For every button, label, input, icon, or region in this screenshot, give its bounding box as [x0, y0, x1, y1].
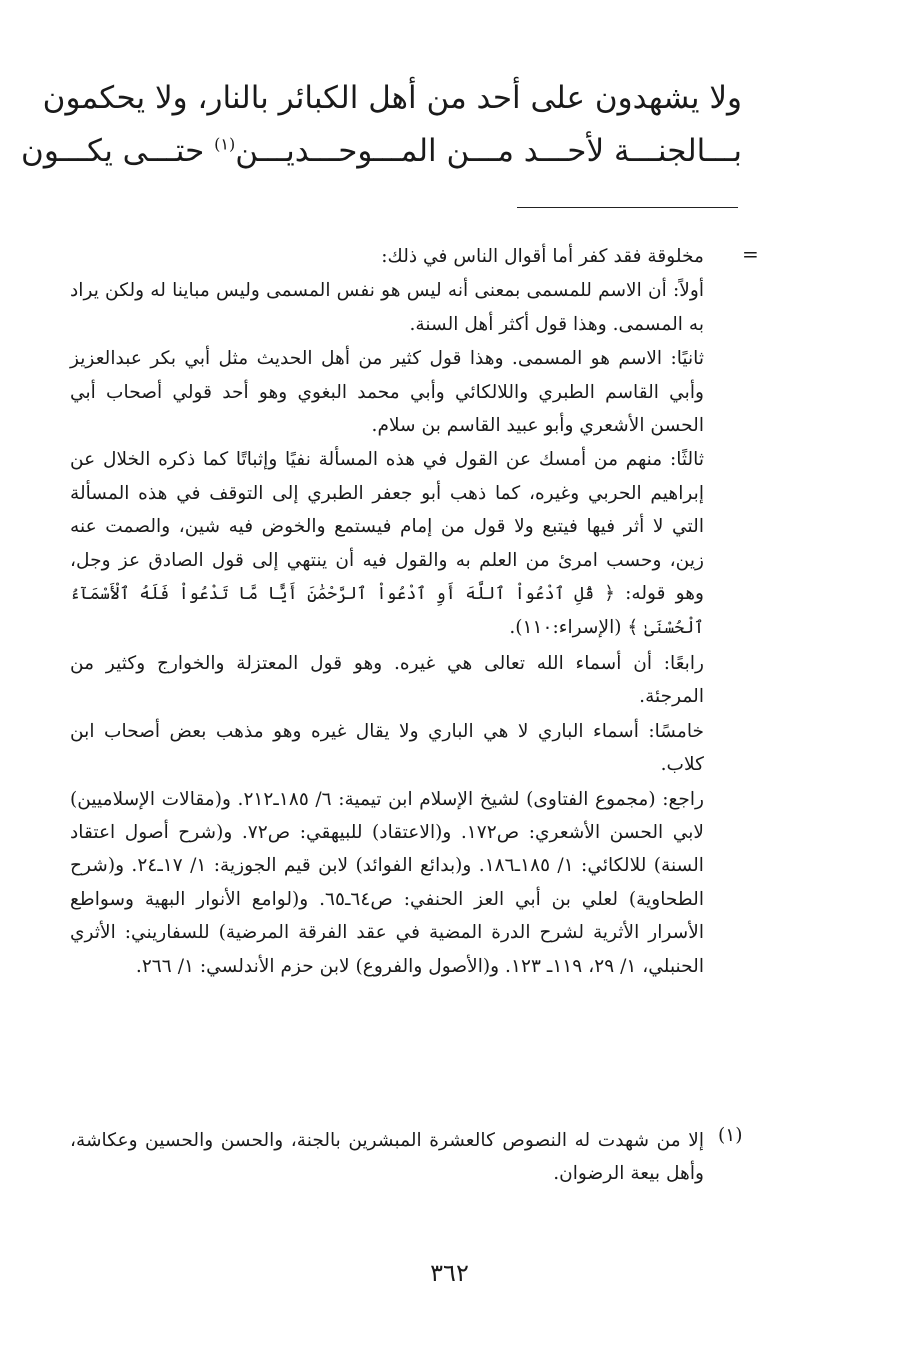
footnote-para-5: خامسًا: أسماء الباري لا هي الباري ولا يقال غيره وهو مذهب بعض أصحاب ابن كلاب. — [70, 720, 704, 776]
footnote-1-number: (١) — [718, 1125, 743, 1146]
footnote-intro: مخلوقة فقد كفر أما أقوال الناس في ذلك: — [381, 246, 704, 267]
footnote-para-6: راجع: (مجموع الفتاوى) لشيخ الإسلام ابن تيمية: ٦/ ١٨٥ـ٢١٢. و(مقالات الإسلاميين) لابي الحسن الأشعري: ص١٧٢. و(الاعتقاد) للبيهقي: ص٧٢. و(شرح أصول اعتقاد السنة) للالكائي: ١/ ١٨٥ـ١٨٦. و(بدائع الفوائد) لابن قيم الجوزية: ١/ ١٧ـ٢٤. و(شرح الطحاوية) لعلي بن أبي العز الحنفي: ص٦٤ـ٦٥. و(لوامع الأنوار البهية وسواطع الأسرار الأثرية لشرح الدرة المضية في عقد الفرقة المرضية) للسفاريني: الأثري الحنبلي، ١/ ٢٩، ١١٩ـ ١٢٣. و(الأصول والفروع) لابن حزم الأندلسي: ١/ ٢٦٦. — [70, 788, 704, 977]
footnote-para-3-text: ثالثًا: منهم من أمسك عن القول في هذه المسألة نفيًا وإثباتًا كما ذكره الخلال عن إبراهيم الحربي وغيره، كما ذهب أبو جعفر الطبري إلى التوقف في هذه المسألة التي لا أثر فيها فيتبع ولا قول من إمام فيستمع والخوض فيه شين، والصمت عنه زين، وحسب امرئ من العلم به والقول فيه أن ينتهي إلى قول الصادق عز وجل، وهو قوله: ﴿ — [70, 449, 705, 605]
footnote-para-4: رابعًا: أن أسماء الله تعالى هي غيره. وهو قول المعتزلة والخوارج وكثير من المرجئة. — [70, 652, 704, 708]
footnote-para-2: ثانيًا: الاسم هو المسمى. وهذا قول كثير من أهل الحديث مثل أبي بكر عبدالعزيز وأبي القاسم الطبري واللالكائي وأبي محمد البغوي وهو أحد قولي أصحاب أبي الحسن الأشعري وأبو عبيد القاسم بن سلام. — [70, 348, 704, 437]
quran-verse: قُلِ ٱدْعُواْ ٱللَّهَ أَوِ ٱدْعُواْ ٱلرَّحْمَٰنَ أَيًّا مَّا تَدْعُواْ فَلَهُ ٱلْأَسْمَآءُ ٱلْحُسْنَىٰ — [70, 584, 704, 639]
quran-reference: ﴾ (الإسراء:١١٠). — [509, 617, 639, 639]
main-text-line-2 — [21, 131, 742, 171]
footnote-1-text: إلا من شهدت له النصوص كالعشرة المبشرين بالجنة، والحسن والحسين وعكاشة، وأهل بيعة الرضوان. — [70, 1130, 704, 1185]
main-text-line-2-start: بـــالجنـــة لأحـــد مـــن المـــوحـــديـــن — [235, 133, 742, 169]
footnote-para-3 — [70, 443, 704, 645]
footnote-ref-marker: (١) — [214, 134, 236, 154]
footnote-separator — [517, 207, 738, 208]
main-text-line-1: ولا يشهدون على أحد من أهل الكبائر بالنار، ولا يحكمون — [42, 80, 742, 116]
main-text-line-2-end: حتـــى يكـــون — [21, 133, 215, 169]
page-number: ٣٦٢ — [430, 1259, 469, 1287]
footnote-continuation — [70, 240, 704, 984]
continuation-mark: = — [742, 242, 759, 266]
footnote-para-1: أولاً: أن الاسم للمسمى بمعنى أنه ليس هو نفس المسمى وليس مباينا له ولكن يراد به المسمى. وهذا قول أكثر أهل السنة. — [70, 280, 704, 335]
